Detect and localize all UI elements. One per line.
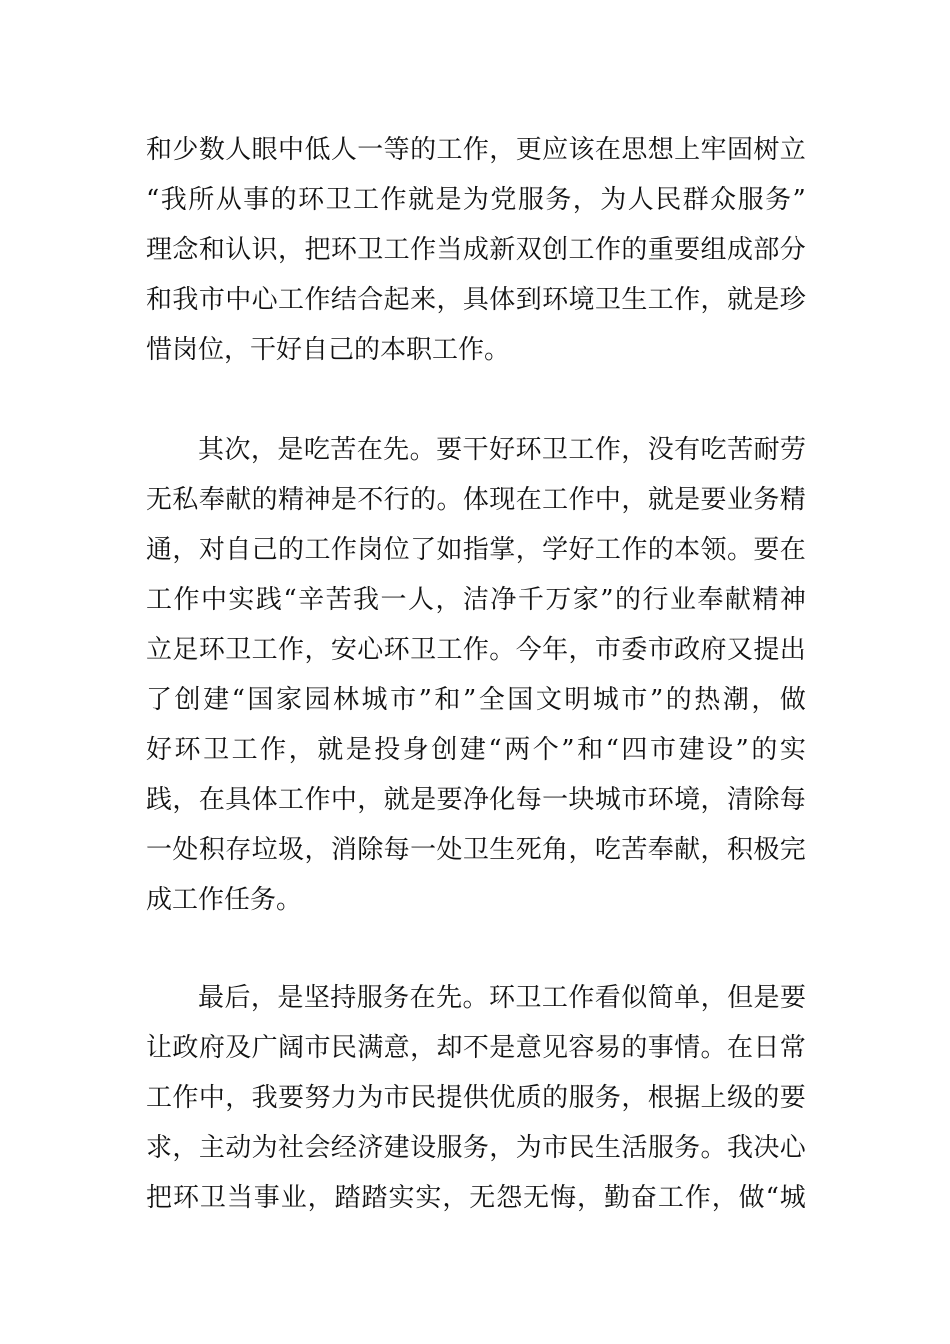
text-line: 其 次 ， 是 吃 苦 在 先 。 要 干 好 环 卫 工 作 ， 没 有 吃 苦 耐 劳	[198, 435, 806, 465]
text-line: 通 ， 对 自 己 的 工 作 岗 位 了 如 指 掌 ， 学 好 工 作 的 本 领 。 要 在	[146, 535, 806, 565]
text-line: 成工作任务。	[146, 885, 303, 915]
text-line: 好 环 卫 工 作 ， 就 是 投 身 创 建 “ 两 个 ” 和 “ 四 市 建 设 ” 的 实	[146, 735, 806, 765]
text-line: 工 作 中 ， 我 要 努 力 为 市 民 提 供 优 质 的 服 务 ， 根 据 上 级 的 要	[146, 1083, 806, 1113]
text-line: “ 我 所 从 事 的 环 卫 工 作 就 是 为 党 服 务 ， 为 人 民 群 众 服 务 ”	[146, 185, 806, 215]
text-line: 一 处 积 存 垃 圾 ， 消 除 每 一 处 卫 生 死 角 ， 吃 苦 奉 献 ， 积 极 完	[146, 835, 806, 865]
text-line: 无 私 奉 献 的 精 神 是 不 行 的 。 体 现 在 工 作 中 ， 就 是 要 业 务 精	[146, 485, 806, 515]
text-line: 理 念 和 认 识 ， 把 环 卫 工 作 当 成 新 双 创 工 作 的 重 要 组 成 部 分	[146, 235, 806, 265]
text-line: 践 ， 在 具 体 工 作 中 ， 就 是 要 净 化 每 一 块 城 市 环 境 ， 清 除 每	[146, 785, 806, 815]
text-line: 立 足 环 卫 工 作 ， 安 心 环 卫 工 作 。 今 年 ， 市 委 市 政 府 又 提 出	[146, 635, 806, 665]
text-line: 和 我 市 中 心 工 作 结 合 起 来 ， 具 体 到 环 境 卫 生 工 作 ， 就 是 珍	[146, 285, 806, 315]
text-line: 最 后 ， 是 坚 持 服 务 在 先 。 环 卫 工 作 看 似 简 单 ， 但 是 要	[198, 983, 806, 1013]
text-line: 了 创 建 “ 国 家 园 林 城 市 ” 和 ” 全 国 文 明 城 市 ” 的 热 潮 ， 做	[146, 685, 806, 715]
text-line: 把 环 卫 当 事 业 ， 踏 踏 实 实 ， 无 怨 无 悔 ， 勤 奋 工 作 ， 做 “ 城	[146, 1183, 806, 1213]
text-line: 让 政 府 及 广 阔 市 民 满 意 ， 却 不 是 意 见 容 易 的 事 情 。 在 日 常	[146, 1033, 806, 1063]
text-line: 工 作 中 实 践 “ 辛 苦 我 一 人 ， 洁 净 千 万 家 ” 的 行 业 奉 献 精 神	[146, 585, 806, 615]
text-line: 惜岗位，干好自己的本职工作。	[146, 335, 511, 365]
text-line: 和 少 数 人 眼 中 低 人 一 等 的 工 作 ， 更 应 该 在 思 想 上 牢 固 树 立	[146, 135, 806, 165]
text-line: 求 ， 主 动 为 社 会 经 济 建 设 服 务 ， 为 市 民 生 活 服 务 。 我 决 心	[146, 1133, 806, 1163]
